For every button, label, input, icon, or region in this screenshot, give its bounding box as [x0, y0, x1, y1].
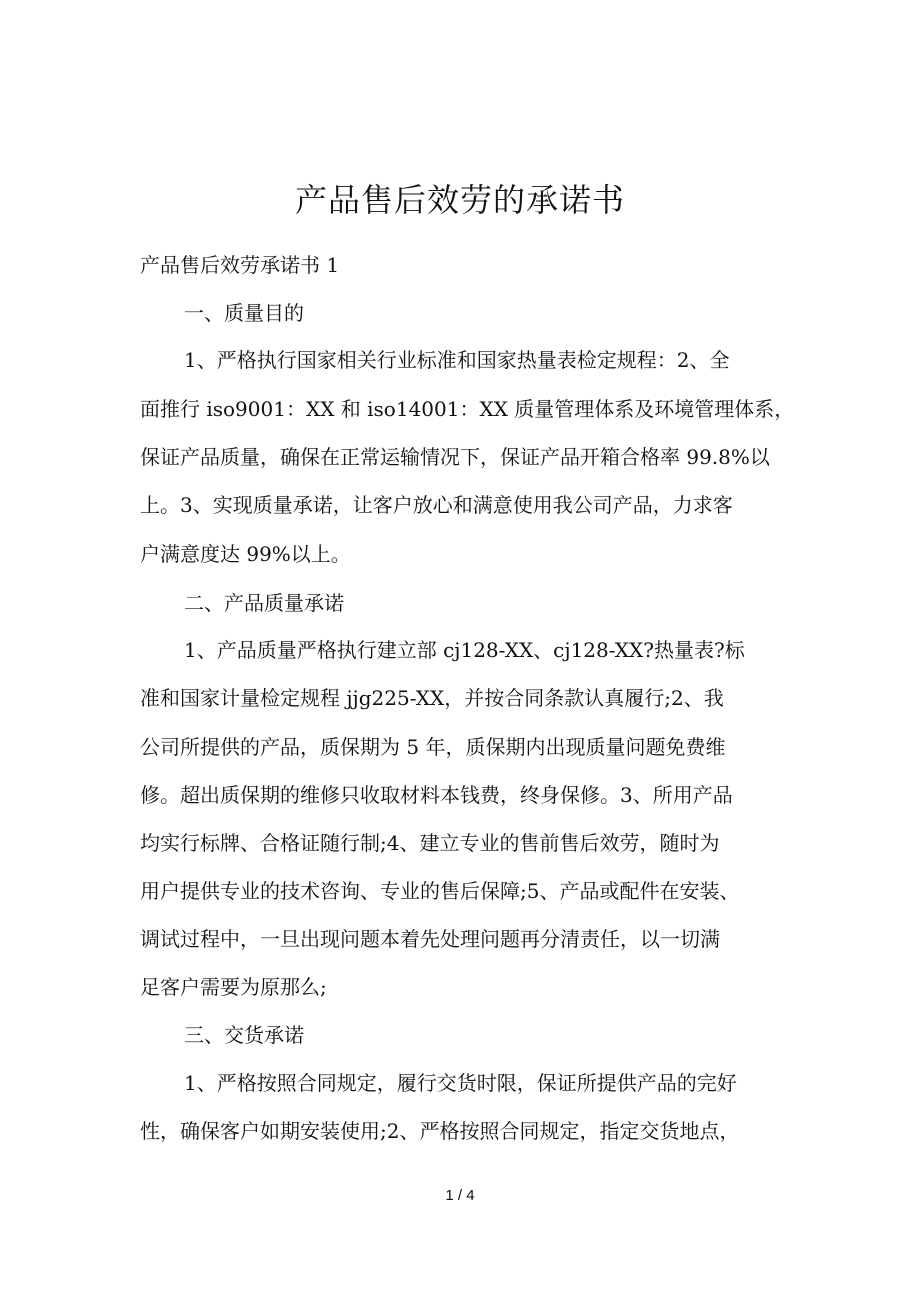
paragraph-line: 调试过程中，一旦出现问题本着先处理问题再分清责任，以一切满: [140, 927, 720, 951]
section-heading-quality-goal: 一、质量目的: [184, 301, 304, 325]
paragraph-line: 性，确保客户如期安装使用;2、严格按照合同规定，指定交货地点，: [140, 1119, 740, 1143]
paragraph-line: 1、产品质量严格执行建立部 cj128-XX、cj128-XX?热量表?标: [184, 638, 745, 662]
document-subtitle: 产品售后效劳承诺书 1: [140, 253, 340, 277]
section-heading-delivery: 三、交货承诺: [184, 1023, 304, 1047]
paragraph-line: 面推行 iso9001：XX 和 iso14001：XX 质量管理体系及环境管理体系，: [140, 397, 795, 421]
paragraph-line: 1、严格执行国家相关行业标准和国家热量表检定规程：2、全: [184, 348, 730, 372]
paragraph-line: 保证产品质量，确保在正常运输情况下，保证产品开箱合格率 99.8%以: [140, 445, 770, 469]
paragraph-line: 用户提供专业的技术咨询、专业的售后保障;5、产品或配件在安装、: [140, 879, 740, 903]
paragraph-line: 均实行标牌、合格证随行制;4、建立专业的售前售后效劳，随时为: [140, 831, 720, 855]
paragraph-line: 上。3、实现质量承诺，让客户放心和满意使用我公司产品，力求客: [140, 493, 733, 517]
section-heading-product-quality: 二、产品质量承诺: [184, 591, 344, 615]
paragraph-line: 修。超出质保期的维修只收取材料本钱费，终身保修。3、所用产品: [140, 783, 733, 807]
page-number: 1 / 4: [445, 1187, 475, 1204]
paragraph-line: 户满意度达 99%以上。: [140, 542, 351, 566]
paragraph-line: 1、严格按照合同规定，履行交货时限，保证所提供产品的完好: [184, 1071, 737, 1095]
paragraph-line: 准和国家计量检定规程 jjg225-XX，并按合同条款认真履行;2、我: [140, 686, 724, 710]
paragraph-line: 公司所提供的产品，质保期为 5 年，质保期内出现质量问题免费维: [140, 735, 726, 759]
paragraph-line: 足客户需要为原那么;: [140, 975, 327, 999]
document-title: 产品售后效劳的承诺书: [294, 181, 625, 219]
